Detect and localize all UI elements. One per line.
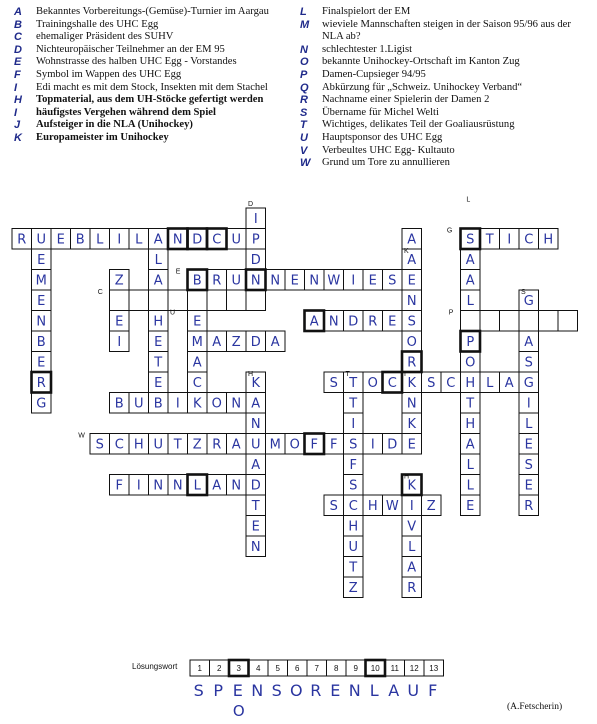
cell-letter: R bbox=[407, 355, 417, 371]
cell-letter: V bbox=[407, 519, 417, 535]
clue-marker: T bbox=[345, 370, 350, 378]
solution-letter: N bbox=[251, 681, 266, 700]
grid-cell bbox=[227, 290, 247, 311]
cell-letter: C bbox=[348, 498, 358, 514]
cell-letter: E bbox=[37, 293, 46, 309]
clue-item bbox=[14, 132, 289, 145]
cell-letter: L bbox=[466, 293, 474, 309]
clue-item bbox=[300, 56, 590, 69]
solution-number: 11 bbox=[390, 664, 399, 673]
cell-letter: R bbox=[17, 232, 27, 248]
solution-letter: F bbox=[428, 681, 440, 700]
clue-key: Q bbox=[300, 81, 309, 94]
cell-letter: H bbox=[348, 519, 359, 535]
cell-letter: A bbox=[504, 375, 514, 391]
cell-letter: B bbox=[36, 334, 46, 350]
cell-letter: L bbox=[486, 375, 494, 391]
cell-letter: L bbox=[193, 478, 201, 494]
clue-text: Verbeultes UHC Egg- Kultauto bbox=[322, 144, 455, 156]
cell-letter: L bbox=[154, 252, 162, 268]
cell-letter: K bbox=[407, 375, 417, 391]
cell-letter: L bbox=[408, 539, 416, 555]
clue-item bbox=[300, 44, 590, 57]
cell-letter: E bbox=[37, 355, 46, 371]
cell-letter: N bbox=[231, 478, 242, 494]
grid-cell bbox=[129, 290, 149, 311]
cell-letter: E bbox=[466, 498, 475, 514]
clue-marker: H bbox=[247, 370, 254, 378]
cell-letter: L bbox=[96, 232, 104, 248]
clue-text: Topmaterial, aus dem UH-Stöcke gefertigt werden bbox=[36, 94, 264, 106]
cell-letter: R bbox=[36, 375, 46, 391]
solution-number: 6 bbox=[295, 664, 300, 673]
clue-key: B bbox=[14, 18, 22, 31]
cell-letter: R bbox=[212, 273, 222, 289]
clue-text: Wohnstrasse des halben UHC Egg - Vorstandes bbox=[36, 56, 237, 68]
solution-number: 13 bbox=[429, 664, 439, 673]
clue-text: Nichteuropäischer Teilnehmer an der EM 95 bbox=[36, 43, 225, 55]
clue-item bbox=[14, 56, 289, 69]
cell-letter: C bbox=[446, 375, 456, 391]
cell-letter: N bbox=[153, 478, 164, 494]
author-credit: (A.Fetscherin) bbox=[507, 702, 563, 712]
clue-text: häufigstes Vergehen während dem Spiel bbox=[36, 106, 216, 118]
cell-letter: S bbox=[349, 478, 358, 494]
clue-item bbox=[300, 82, 590, 95]
cell-letter: E bbox=[154, 375, 163, 391]
clue-marker: D bbox=[247, 200, 254, 208]
cell-letter: D bbox=[348, 314, 359, 330]
clue-item bbox=[300, 69, 590, 82]
clue-key: V bbox=[300, 144, 308, 157]
clue-marker: I bbox=[403, 370, 406, 378]
solution-number: 3 bbox=[236, 664, 241, 673]
clue-marker: W bbox=[78, 432, 85, 440]
cell-letter: K bbox=[407, 478, 417, 494]
cell-letter: H bbox=[465, 416, 476, 432]
cell-letter: F bbox=[349, 457, 357, 473]
cell-letter: N bbox=[231, 396, 242, 412]
cell-letter: A bbox=[407, 560, 417, 576]
clue-key: E bbox=[14, 56, 22, 69]
clue-item bbox=[14, 107, 289, 120]
solution-letter: O bbox=[289, 681, 305, 700]
solution-letter: E bbox=[330, 681, 343, 700]
cell-letter: O bbox=[465, 355, 476, 371]
cell-letter: N bbox=[250, 416, 261, 432]
cell-letter: H bbox=[367, 498, 378, 514]
cell-letter: U bbox=[250, 437, 261, 453]
cell-letter: E bbox=[290, 273, 299, 289]
clue-key: M bbox=[300, 18, 310, 31]
cell-letter: E bbox=[154, 334, 163, 350]
cell-letter: C bbox=[524, 232, 534, 248]
grid-cell bbox=[539, 311, 559, 332]
clue-key: J bbox=[14, 119, 21, 132]
cell-letter: M bbox=[35, 273, 47, 289]
cell-letter: U bbox=[231, 273, 242, 289]
cell-letter: A bbox=[231, 437, 241, 453]
clue-key: L bbox=[300, 6, 307, 18]
cell-letter: D bbox=[250, 478, 261, 494]
clue-text: bekannte Unihockey-Ortschaft im Kanton Zug bbox=[322, 56, 520, 68]
cell-letter: B bbox=[114, 396, 124, 412]
solution-letter: U bbox=[407, 681, 422, 700]
clue-marker: S bbox=[520, 288, 526, 296]
cell-letter: E bbox=[37, 252, 46, 268]
cell-letter: S bbox=[407, 314, 416, 330]
cell-letter: E bbox=[251, 519, 260, 535]
clue-key: S bbox=[300, 106, 308, 119]
clue-item bbox=[14, 119, 289, 132]
cell-letter: I bbox=[526, 396, 531, 412]
solution-letter: S bbox=[271, 681, 284, 700]
cell-letter: K bbox=[407, 416, 417, 432]
cell-letter: A bbox=[407, 252, 417, 268]
cell-letter: S bbox=[388, 273, 397, 289]
clue-key: I bbox=[14, 81, 18, 94]
cell-letter: I bbox=[351, 416, 356, 432]
cell-letter: S bbox=[329, 375, 338, 391]
clue-key: D bbox=[14, 43, 22, 56]
cell-letter: T bbox=[349, 560, 358, 576]
cell-letter: U bbox=[153, 437, 164, 453]
clue-item bbox=[14, 94, 289, 107]
grid-cell bbox=[188, 290, 208, 311]
clue-text: ehemaliger Präsident des SUHV bbox=[36, 31, 174, 43]
grid-cell bbox=[519, 311, 539, 332]
cell-letter: H bbox=[133, 437, 144, 453]
cell-letter: G bbox=[523, 293, 534, 309]
cell-letter: A bbox=[212, 478, 222, 494]
cell-letter: Z bbox=[231, 334, 241, 350]
clue-key: A bbox=[14, 6, 22, 18]
cell-letter: A bbox=[407, 232, 417, 248]
clue-key: U bbox=[300, 131, 308, 144]
cell-letter: A bbox=[270, 334, 280, 350]
clue-text: Wichtiges, delikates Teil der Goaliausrüstung bbox=[322, 119, 515, 131]
cell-letter: A bbox=[251, 457, 261, 473]
cell-letter: N bbox=[36, 314, 47, 330]
clue-key: F bbox=[14, 68, 21, 81]
cell-letter: C bbox=[212, 232, 222, 248]
clue-key: W bbox=[300, 157, 311, 170]
cell-letter: A bbox=[153, 273, 163, 289]
cell-letter: C bbox=[192, 375, 202, 391]
clue-list-left bbox=[14, 6, 289, 145]
grid-cell bbox=[110, 290, 130, 311]
cell-letter: A bbox=[524, 334, 534, 350]
cell-letter: R bbox=[368, 314, 378, 330]
solution-letter: S bbox=[193, 681, 206, 700]
clue-key: P bbox=[300, 68, 308, 81]
clue-item bbox=[14, 6, 289, 19]
cell-letter: A bbox=[465, 273, 475, 289]
cell-letter: E bbox=[388, 314, 397, 330]
cell-letter: L bbox=[135, 232, 143, 248]
solution-number: 1 bbox=[197, 664, 202, 673]
solution-number: 4 bbox=[256, 664, 261, 673]
clue-text: schlechtester 1.Ligist bbox=[322, 43, 413, 55]
cell-letter: T bbox=[485, 232, 494, 248]
clue-item bbox=[14, 82, 289, 95]
cell-letter: M bbox=[191, 334, 203, 350]
clue-item bbox=[300, 6, 590, 19]
cell-letter: S bbox=[524, 457, 533, 473]
solution-number: 2 bbox=[217, 664, 222, 673]
solution-letter: A bbox=[388, 681, 402, 700]
cell-letter: T bbox=[251, 498, 260, 514]
cell-letter: S bbox=[427, 375, 436, 391]
cell-letter: F bbox=[330, 437, 338, 453]
cell-letter: O bbox=[289, 437, 300, 453]
clue-text: Trainingshalle des UHC Egg bbox=[36, 18, 159, 30]
cell-letter: I bbox=[409, 498, 414, 514]
cell-letter: R bbox=[407, 580, 417, 596]
cell-letter: S bbox=[95, 437, 104, 453]
cell-letter: C bbox=[114, 437, 124, 453]
clue-text: Hauptsponsor des UHC Egg bbox=[322, 131, 443, 143]
clue-item bbox=[300, 94, 590, 107]
cell-letter: I bbox=[370, 437, 375, 453]
cell-letter: P bbox=[466, 334, 475, 350]
clue-text: Damen-Cupsieger 94/95 bbox=[322, 68, 426, 80]
cell-letter: E bbox=[524, 478, 533, 494]
cell-letter: K bbox=[251, 375, 261, 391]
clue-text: Grund um Tore zu annullieren bbox=[322, 157, 450, 169]
clue-text: Edi macht es mit dem Stock, Insekten mit dem Stachel bbox=[36, 81, 268, 93]
clue-marker: P bbox=[448, 309, 454, 317]
clue-marker: C bbox=[97, 288, 103, 296]
cell-letter: R bbox=[524, 498, 534, 514]
cell-letter: A bbox=[309, 314, 319, 330]
clue-key: I bbox=[14, 106, 18, 119]
cell-letter: I bbox=[117, 334, 122, 350]
cell-letter: N bbox=[406, 396, 417, 412]
cell-letter: A bbox=[251, 396, 261, 412]
clue-item bbox=[300, 19, 590, 44]
cell-letter: Z bbox=[114, 273, 124, 289]
solution-number: 12 bbox=[409, 664, 419, 673]
clue-item bbox=[14, 44, 289, 57]
clue-item bbox=[300, 107, 590, 120]
cell-letter: D bbox=[250, 252, 261, 268]
clue-text: Europameister im Unihockey bbox=[36, 131, 169, 143]
cell-letter: S bbox=[329, 498, 338, 514]
clue-text: Nachname einer Spielerin der Damen 2 bbox=[322, 94, 490, 106]
solution-number: 10 bbox=[370, 664, 380, 673]
clue-key: H bbox=[14, 94, 22, 107]
grid-cell bbox=[461, 311, 481, 332]
clue-item bbox=[14, 31, 289, 44]
cell-letter: N bbox=[309, 273, 320, 289]
clue-text: Abkürzung für „Schweiz. Unihockey Verband“ bbox=[322, 81, 523, 93]
cell-letter: H bbox=[153, 314, 164, 330]
cell-letter: N bbox=[270, 273, 281, 289]
cell-letter: N bbox=[172, 232, 183, 248]
grid-cell bbox=[480, 311, 500, 332]
cell-letter: L bbox=[525, 416, 533, 432]
cell-letter: I bbox=[507, 232, 512, 248]
cell-letter: U bbox=[231, 232, 242, 248]
solution-number: 9 bbox=[353, 664, 358, 673]
cell-letter: E bbox=[193, 314, 202, 330]
cell-letter: I bbox=[136, 478, 141, 494]
cell-letter: B bbox=[75, 232, 85, 248]
cell-letter: D bbox=[387, 437, 398, 453]
grid-cell bbox=[558, 311, 578, 332]
clue-key: O bbox=[300, 56, 309, 69]
cell-letter: A bbox=[212, 334, 222, 350]
cell-letter: E bbox=[56, 232, 65, 248]
cell-letter: N bbox=[328, 314, 339, 330]
cell-letter: L bbox=[466, 457, 474, 473]
cell-letter: F bbox=[310, 437, 318, 453]
cell-letter: T bbox=[466, 396, 475, 412]
clue-item bbox=[14, 19, 289, 32]
clue-marker: G bbox=[446, 227, 453, 235]
cell-letter: F bbox=[115, 478, 123, 494]
grid-cell bbox=[207, 290, 227, 311]
grid-cell bbox=[168, 290, 188, 311]
clue-text: Aufsteiger in die NLA (Unihockey) bbox=[36, 119, 193, 131]
cell-letter: N bbox=[250, 273, 261, 289]
cell-letter: W bbox=[327, 273, 341, 289]
grid-cell bbox=[500, 311, 520, 332]
solution-letter: N bbox=[348, 681, 363, 700]
cell-letter: O bbox=[367, 375, 378, 391]
clue-key: T bbox=[300, 119, 307, 132]
clue-text: Symbol im Wappen des UHC Egg bbox=[36, 68, 182, 80]
cell-letter: G bbox=[523, 375, 534, 391]
cell-letter: I bbox=[253, 211, 258, 227]
cell-letter: N bbox=[250, 539, 261, 555]
clue-text: Übername für Michel Welti bbox=[322, 106, 439, 118]
grid-cell bbox=[246, 290, 266, 311]
clue-marker: U bbox=[169, 309, 176, 317]
cell-letter: G bbox=[36, 396, 47, 412]
clue-key: N bbox=[300, 43, 308, 56]
cell-letter: U bbox=[133, 396, 144, 412]
clue-marker: H bbox=[403, 473, 410, 481]
cell-letter: W bbox=[385, 498, 399, 514]
cell-letter: T bbox=[173, 437, 182, 453]
cell-letter: I bbox=[175, 396, 180, 412]
cell-letter: A bbox=[192, 355, 202, 371]
cell-letter: M bbox=[269, 437, 281, 453]
clue-item bbox=[14, 69, 289, 82]
solution-label: Lösungswort bbox=[132, 662, 178, 671]
cell-letter: D bbox=[192, 232, 203, 248]
clue-text: Bekanntes Vorbereitungs-(Gemüse)-Turnier im Aargau bbox=[36, 6, 269, 17]
cell-letter: Z bbox=[192, 437, 202, 453]
solution-correction: O bbox=[232, 702, 245, 720]
cell-letter: T bbox=[349, 396, 358, 412]
cell-letter: P bbox=[251, 232, 260, 248]
cell-letter: R bbox=[212, 437, 222, 453]
cell-letter: S bbox=[466, 232, 475, 248]
clue-item bbox=[300, 132, 590, 145]
solution-number: 8 bbox=[334, 664, 339, 673]
solution-letter: R bbox=[310, 681, 324, 700]
clue-list-right bbox=[300, 6, 590, 170]
cell-letter: E bbox=[407, 273, 416, 289]
clue-text: Finalspielort der EM bbox=[322, 6, 411, 17]
cell-letter: O bbox=[406, 334, 417, 350]
grid-cell bbox=[149, 290, 169, 311]
cell-letter: E bbox=[407, 437, 416, 453]
solution-letter: L bbox=[369, 681, 381, 700]
cell-letter: K bbox=[192, 396, 202, 412]
cell-letter: U bbox=[36, 232, 47, 248]
cell-letter: H bbox=[543, 232, 554, 248]
cell-letter: A bbox=[153, 232, 163, 248]
cell-letter: L bbox=[466, 478, 474, 494]
clue-key: C bbox=[14, 31, 22, 44]
clue-item bbox=[300, 157, 590, 170]
cell-letter: H bbox=[465, 375, 476, 391]
cell-letter: N bbox=[172, 478, 183, 494]
clue-key: K bbox=[14, 131, 22, 144]
solution-number: 5 bbox=[275, 664, 280, 673]
clue-item bbox=[300, 145, 590, 158]
cell-letter: Z bbox=[348, 580, 358, 596]
clue-marker: E bbox=[175, 268, 181, 276]
cell-letter: C bbox=[387, 375, 397, 391]
solution-number: 7 bbox=[314, 664, 319, 673]
cell-letter: N bbox=[406, 293, 417, 309]
clue-marker: K bbox=[403, 247, 409, 255]
cell-letter: I bbox=[351, 273, 356, 289]
cell-letter: S bbox=[524, 355, 533, 371]
cell-letter: D bbox=[250, 334, 261, 350]
cell-letter: A bbox=[465, 252, 475, 268]
clue-marker: L bbox=[466, 196, 471, 204]
clue-item bbox=[300, 119, 590, 132]
cell-letter: B bbox=[153, 396, 163, 412]
cell-letter: Z bbox=[426, 498, 436, 514]
solution-letter: E bbox=[232, 681, 245, 700]
cell-letter: T bbox=[349, 375, 358, 391]
cell-letter: E bbox=[524, 437, 533, 453]
cell-letter: B bbox=[192, 273, 202, 289]
cell-letter: E bbox=[115, 314, 124, 330]
cell-letter: S bbox=[349, 437, 358, 453]
cell-letter: T bbox=[154, 355, 163, 371]
solution-letter: P bbox=[213, 681, 226, 700]
clue-text: wieviele Mannschaften steigen in der Saison 95/96 aus der NLA ab? bbox=[322, 18, 571, 43]
cell-letter: E bbox=[368, 273, 377, 289]
cell-letter: A bbox=[465, 437, 475, 453]
cell-letter: I bbox=[117, 232, 122, 248]
clue-key: R bbox=[300, 94, 308, 107]
cell-letter: O bbox=[211, 396, 222, 412]
cell-letter: U bbox=[348, 539, 359, 555]
